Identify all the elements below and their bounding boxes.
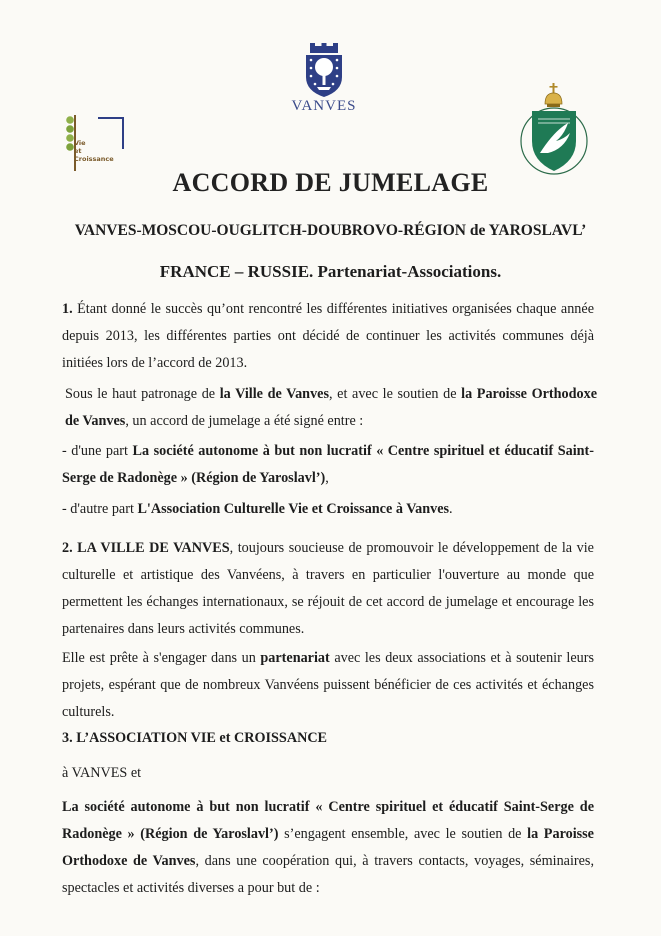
document-subtitle-cities: VANVES-MOSCOU-OUGLITCH-DOUBROVO-RÉGION de YAROSLAVL’ (74, 222, 587, 239)
paragraph-3-location: à VANVES et (62, 765, 142, 781)
paragraph-3-heading: 3. L’ASSOCIATION VIE et CROISSANCE (62, 730, 328, 746)
paragraph-party-one: - d'une part La société autonome à but non lucratif « Centre spirituel et éducatif Saint-Serge de Radonège » (Région de Yaroslavl’), (62, 443, 594, 486)
paragraph-commitment: Elle est prête à s'engager dans un partenariat avec les deux associations et à soutenir leurs projets, espérant que de nombreux Vanvéens puissent bénéficier de ces activités et échanges culturels. (62, 650, 594, 720)
paragraph-2: 2. LA VILLE DE VANVES, toujours soucieuse de promouvoir le développement de la vie culturelle et artistique des Vanvéens, à travers en particulier l'ouverture au monde que permettent les échanges internationaux, se réjouit de cet accord de jumelage et encourage les partenaires dans leurs activités communes. (62, 540, 594, 637)
vie-logo-text: Vie et Croissance (74, 139, 114, 163)
paragraph-1: 1. Étant donné le succès qu’ont rencontré les différentes initiatives organisées chaque année depuis 2013, les différentes parties ont décidé de continuer les activités communes déjà initiées lors de l’accord de 2013. (62, 301, 594, 371)
document-title: ACCORD DE JUMELAGE (172, 168, 489, 197)
vanves-logo-text: VANVES (291, 98, 357, 114)
vanves-logo (286, 43, 362, 117)
paragraph-party-two: - d'autre part L'Association Culturelle Vie et Croissance à Vanves. (62, 501, 453, 517)
paragraph-3-body: La société autonome à but non lucratif « Centre spirituel et éducatif Saint-Serge de Radonège » (Région de Yaroslavl’) s’engagent ensemble, avec le soutien de la Paroisse Orthodoxe de Vanves, dans une coopération qui, à travers contacts, voyages, séminaires, spectacles et activités diverses a pour but de : (62, 799, 594, 896)
vanves-crest-icon (286, 43, 362, 99)
document-subtitle-partnership: FRANCE – RUSSIE. Partenariat-Associations. (159, 262, 502, 281)
paragraph-number: 1. (62, 301, 73, 317)
paragraph-patronage: Sous le haut patronage de la Ville de Vanves, et avec le soutien de la Paroisse Orthodoxe de Vanves, un accord de jumelage a été signé entre : (65, 386, 598, 429)
